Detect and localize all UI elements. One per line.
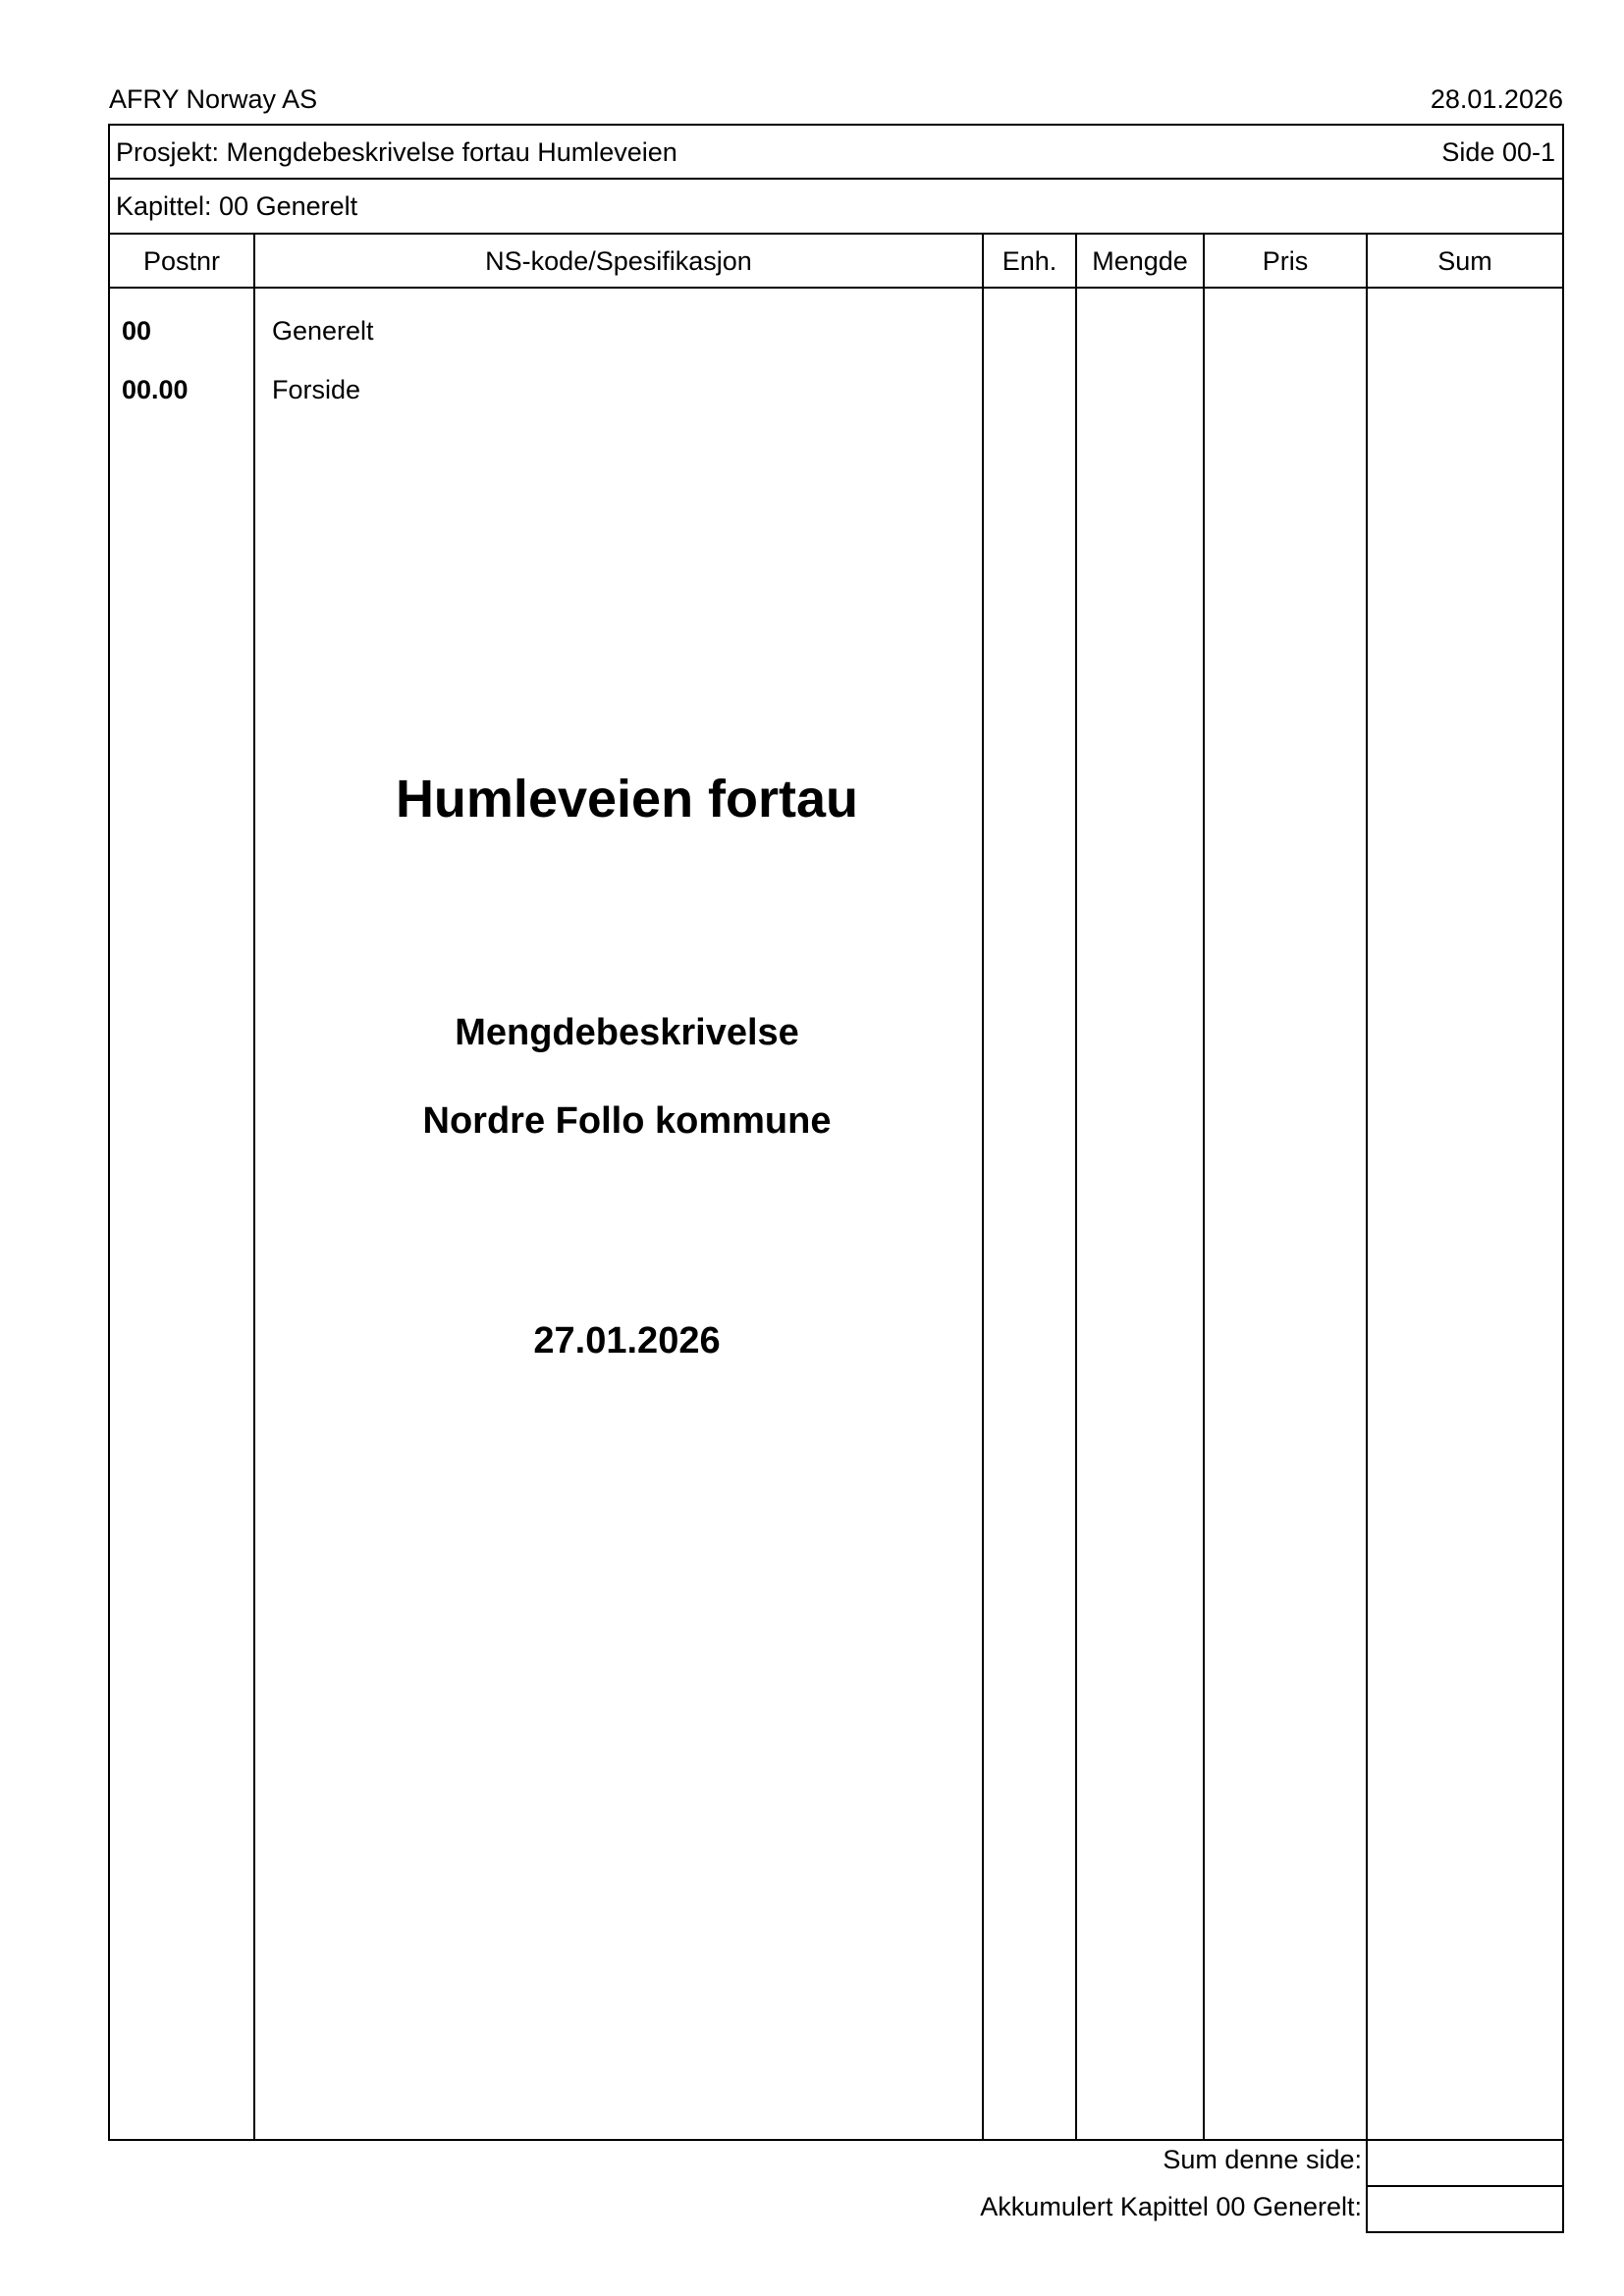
cover-title: Humleveien fortau (395, 770, 859, 828)
divider (108, 178, 1564, 180)
page-number: Side 00-1 (1441, 137, 1555, 167)
table-row-text: Forside (272, 375, 361, 404)
project-title: Prosjekt: Mengdebeskrivelse fortau Humleveien (116, 137, 677, 167)
column-header-unit: Enh. (1001, 246, 1057, 276)
table-row-postnr: 00 (122, 316, 152, 346)
sum-page-label: Sum denne side: (1163, 2145, 1362, 2174)
cover-subtitle: Mengdebeskrivelse (455, 1012, 799, 1053)
column-divider (1075, 233, 1077, 2141)
cover-client: Nordre Follo kommune (422, 1100, 832, 1142)
divider (1366, 2185, 1564, 2187)
table-row-text: Generelt (272, 316, 374, 346)
divider (108, 233, 1564, 235)
accumulated-label: Akkumulert Kapittel 00 Generelt: (980, 2192, 1362, 2221)
chapter-title: Kapittel: 00 Generelt (116, 191, 358, 221)
cover-date: 27.01.2026 (533, 1320, 721, 1362)
column-divider (982, 233, 984, 2141)
column-divider (1203, 233, 1205, 2141)
company-name: AFRY Norway AS (109, 84, 318, 114)
column-header-quantity: Mengde (1092, 246, 1188, 276)
column-header-postnr: Postnr (142, 246, 221, 276)
column-divider (1366, 233, 1368, 2141)
column-divider (253, 233, 255, 2141)
column-header-spec: NS-kode/Spesifikasjon (485, 246, 752, 276)
divider (108, 287, 1564, 289)
table-row-postnr: 00.00 (122, 375, 189, 404)
column-header-sum: Sum (1437, 246, 1492, 276)
column-header-price: Pris (1262, 246, 1309, 276)
document-date: 28.01.2026 (1430, 84, 1563, 114)
